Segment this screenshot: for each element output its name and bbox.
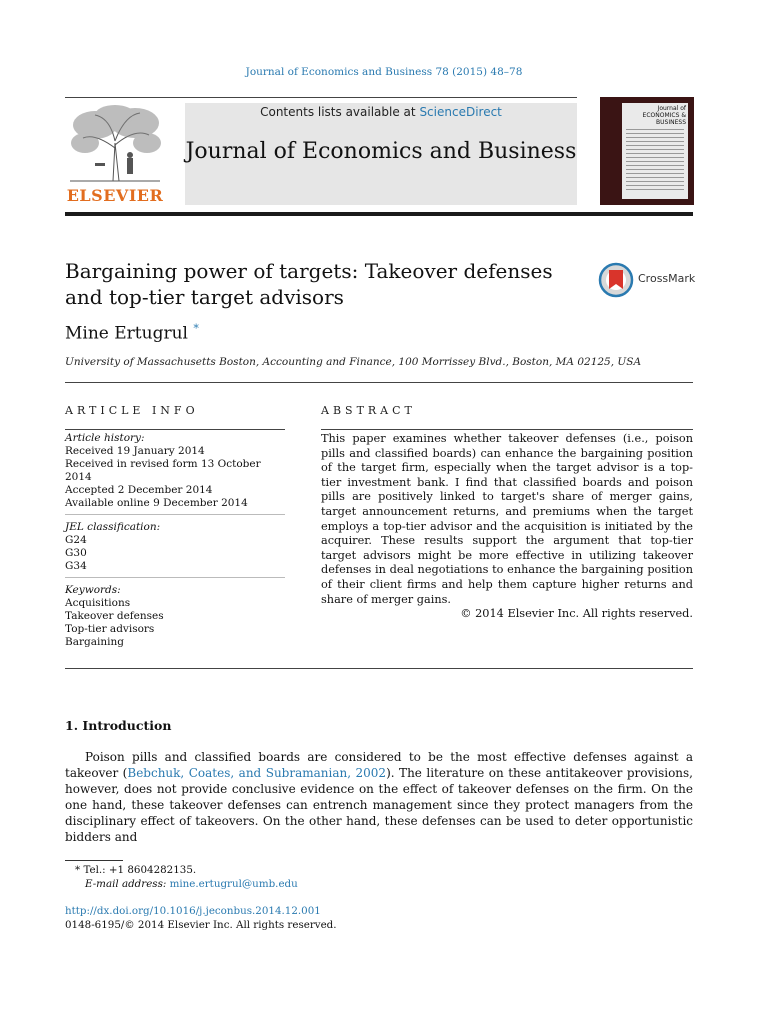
history-revised: Received in revised form 13 October 2014 <box>65 458 261 483</box>
footnote-rule <box>65 860 123 861</box>
crossmark-icon <box>598 262 634 298</box>
history-received: Received 19 January 2014 <box>65 445 205 457</box>
journal-cover[interactable] <box>600 97 694 205</box>
doi-link[interactable]: http://dx.doi.org/10.1016/j.jeconbus.2014.12.001 <box>65 905 321 917</box>
article-info-label: ARTICLE INFO <box>65 404 199 417</box>
cover-title: Journal of ECONOMICS & BUSINESS <box>642 105 686 126</box>
journal-cover-page <box>622 103 688 199</box>
sciencedirect-link[interactable]: ScienceDirect <box>419 105 502 119</box>
header-bottom-rule <box>65 212 693 216</box>
elsevier-logo[interactable] <box>65 103 165 205</box>
author-footnote <box>65 864 693 891</box>
jel-classification <box>65 521 285 578</box>
article-info <box>65 432 285 659</box>
journal-header <box>185 103 577 205</box>
article-title: Bargaining power of targets: Takeover defenses and top-tier target advisors <box>65 259 553 309</box>
author-footnote-mark[interactable]: * <box>193 322 199 335</box>
abstract-paragraph: This paper examines whether takeover defenses (i.e., poison pills and classified boards) can enhance the bargaining position of the target firm, especially when the target advisor is a top-tier investment bank. I find that classified boards and poison pills are positively linked to target's share of merger gains, target announcement returns, and premiums when the target employs a top-tier advisor and the acquisition is initiated by the acquirer. These results support the argument that top-tier target advisors might be more effective in utilizing takeover defenses in deal negotiations to enhance the bargaining position of their client firms and help them capture higher returns and share of merger gains. <box>321 432 693 606</box>
footnote-tel-line <box>65 864 693 878</box>
article-history-head: Article history: <box>65 432 145 444</box>
author-line <box>65 322 199 344</box>
keyword: Acquisitions <box>65 597 131 609</box>
abstract-label: ABSTRACT <box>321 404 416 417</box>
introduction-body <box>65 749 693 845</box>
journal-citation[interactable]: Journal of Economics and Business 78 (2015) 48–78 <box>245 66 523 78</box>
keyword: Takeover defenses <box>65 610 164 622</box>
contents-line <box>185 105 577 119</box>
keyword: Bargaining <box>65 636 124 648</box>
citation-link[interactable]: Bebchuk, Coates, and Subramanian, 2002 <box>127 766 387 780</box>
email-link[interactable]: mine.ertugrul@umb.edu <box>169 877 298 890</box>
contents-prefix: Contents lists available at <box>260 105 420 119</box>
footnote-mark: * <box>75 864 81 876</box>
intro-text-start: Poison pills and classified boards are considered to be the most effective defenses against a takeover ( <box>65 750 693 780</box>
elsevier-tree-icon <box>65 103 165 183</box>
header-top-rule <box>65 97 577 98</box>
journal-name: Journal of Economics and Business <box>185 139 577 164</box>
abstract-bottom-rule <box>65 668 693 669</box>
affiliation-rule <box>65 382 693 383</box>
author-name: Mine Ertugrul <box>65 323 188 344</box>
abstract-copyright: © 2014 Elsevier Inc. All rights reserved. <box>460 607 693 621</box>
doi-block <box>65 905 693 932</box>
introduction-paragraph <box>65 749 693 845</box>
cover-contents-lines <box>626 129 684 193</box>
introduction-heading: 1. Introduction <box>65 718 172 733</box>
article-history <box>65 432 285 515</box>
jel-code: G24 <box>65 534 87 546</box>
author-affiliation: University of Massachusetts Boston, Accounting and Finance, 100 Morrissey Blvd., Boston, MA 02125, USA <box>65 356 642 368</box>
email-label: E-mail address: <box>85 877 167 890</box>
history-accepted: Accepted 2 December 2014 <box>65 484 213 496</box>
footnote-tel: Tel.: +1 8604282135. <box>83 864 197 876</box>
jel-code: G30 <box>65 547 87 559</box>
footnote-email-line <box>65 878 693 892</box>
crossmark-label: CrossMark <box>638 272 696 285</box>
article-info-rule <box>65 429 285 430</box>
history-online: Available online 9 December 2014 <box>65 497 248 509</box>
jel-head: JEL classification: <box>65 521 161 533</box>
jel-code: G34 <box>65 560 87 572</box>
keywords <box>65 584 285 653</box>
keyword: Top-tier advisors <box>65 623 155 635</box>
abstract-rule <box>321 429 693 430</box>
crossmark-button[interactable] <box>598 262 698 298</box>
keywords-head: Keywords: <box>65 584 121 596</box>
abstract-body <box>321 432 693 622</box>
elsevier-wordmark: ELSEVIER <box>66 186 164 205</box>
intro-text-end: ). The literature on these antitakeover provisions, however, does not provide conclusive evidence on the effect of takeover defenses on the firm. On the one hand, these takeover defenses can entrench management since they protect managers from the disciplinary effect of takeovers. On the other hand, these defenses can be used to deter opportunistic bidders and <box>65 766 693 844</box>
issn-line: 0148-6195/© 2014 Elsevier Inc. All rights reserved. <box>65 918 337 931</box>
